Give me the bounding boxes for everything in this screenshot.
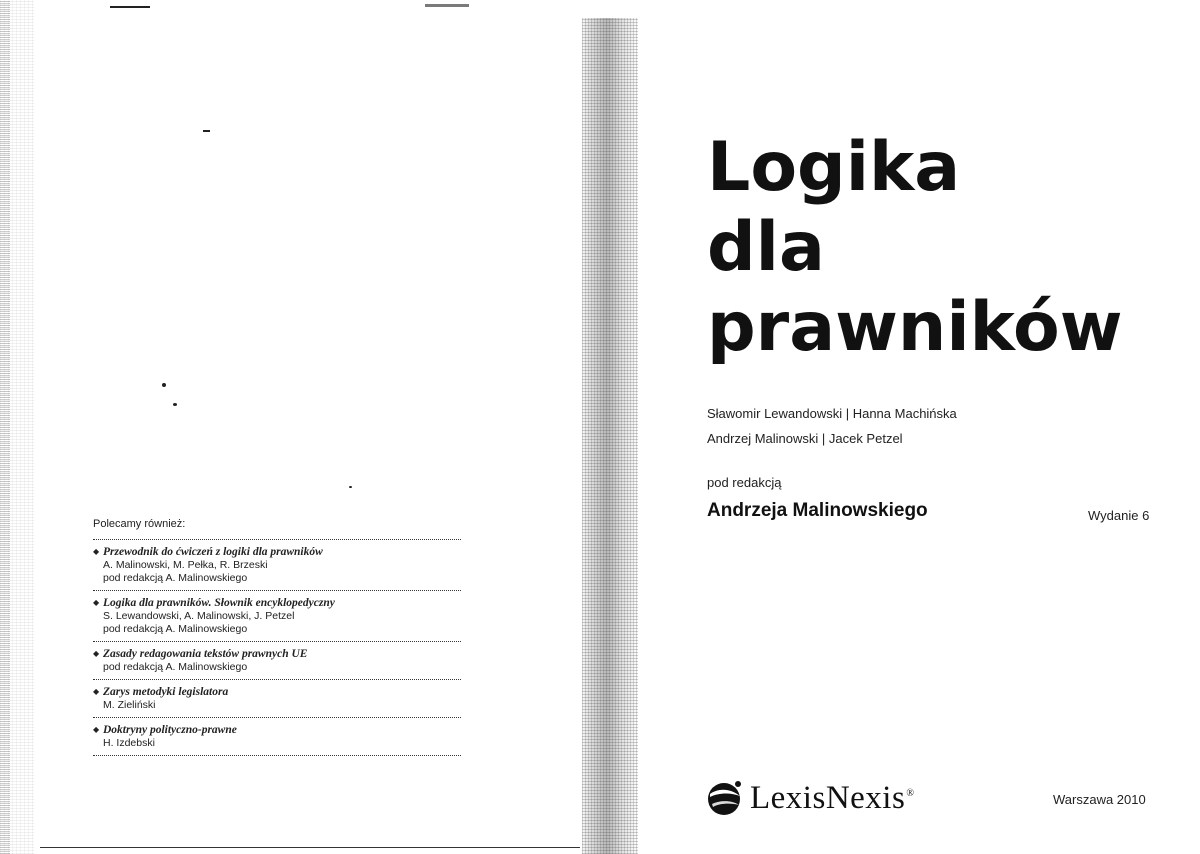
- recommend-item-editor: pod redakcją A. Malinowskiego: [103, 623, 248, 635]
- recommend-item-title: Zarys metodyki legislatora: [103, 686, 229, 698]
- diamond-bullet-icon: ◆: [93, 547, 100, 556]
- recommend-item-editor: pod redakcją A. Malinowskiego: [103, 572, 248, 584]
- book-title-line: Logika: [707, 128, 961, 207]
- publisher-name: [750, 780, 914, 817]
- recommend-item-title: Logika dla prawników. Słownik encyklopedyczny: [103, 597, 335, 609]
- recommend-item: [93, 680, 461, 718]
- scan-mark: [425, 4, 469, 7]
- authors-line: Sławomir Lewandowski | Hanna Machińska: [707, 406, 957, 421]
- editor-label: pod redakcją: [707, 475, 782, 490]
- recommended-titles: [93, 518, 461, 756]
- scan-edge-left: [0, 0, 34, 854]
- place-year: Warszawa 2010: [1053, 792, 1146, 807]
- recommend-item: [93, 718, 461, 756]
- scan-speck: [349, 486, 352, 488]
- scan-speck: [173, 403, 177, 406]
- recommend-list: [93, 539, 461, 756]
- recommend-item: [93, 591, 461, 642]
- authors-block: [707, 401, 957, 451]
- diamond-bullet-icon: ◆: [93, 687, 100, 696]
- registered-mark: ®: [906, 787, 915, 799]
- recommend-heading: Polecamy również:: [93, 518, 186, 530]
- recommend-item-title: Zasady redagowania tekstów prawnych UE: [103, 648, 308, 660]
- diamond-bullet-icon: ◆: [93, 598, 100, 607]
- recommend-item-authors: M. Zieliński: [103, 699, 156, 711]
- book-title: [707, 128, 1123, 368]
- recommend-item-authors: H. Izdebski: [103, 737, 155, 749]
- publisher-logo: [704, 778, 914, 818]
- recommend-item-title: Przewodnik do ćwiczeń z logiki dla prawników: [103, 546, 323, 558]
- recommend-item-title: Doktryny polityczno-prawne: [103, 724, 237, 736]
- recommend-item: [93, 540, 461, 591]
- book-gutter: [582, 18, 638, 854]
- recommend-item-authors: S. Lewandowski, A. Malinowski, J. Petzel: [103, 610, 295, 622]
- page-bottom-edge: [40, 847, 580, 848]
- scan-speck: [203, 130, 210, 132]
- diamond-bullet-icon: ◆: [93, 649, 100, 658]
- recommend-item: [93, 642, 461, 680]
- lexisnexis-globe-icon: [704, 778, 744, 818]
- scan-mark: [110, 6, 150, 8]
- recommend-item-editor: pod redakcją A. Malinowskiego: [103, 661, 248, 673]
- book-title-line: prawników: [707, 288, 1123, 367]
- authors-line: Andrzej Malinowski | Jacek Petzel: [707, 431, 903, 446]
- recommend-item-authors: A. Malinowski, M. Pełka, R. Brzeski: [103, 559, 268, 571]
- edition-label: Wydanie 6: [1088, 508, 1150, 523]
- scan-speck: [162, 383, 166, 387]
- book-title-line: dla: [707, 208, 825, 287]
- editor-name: Andrzeja Malinowskiego: [707, 500, 928, 521]
- diamond-bullet-icon: ◆: [93, 725, 100, 734]
- publisher-name-text: LexisNexis: [750, 779, 906, 816]
